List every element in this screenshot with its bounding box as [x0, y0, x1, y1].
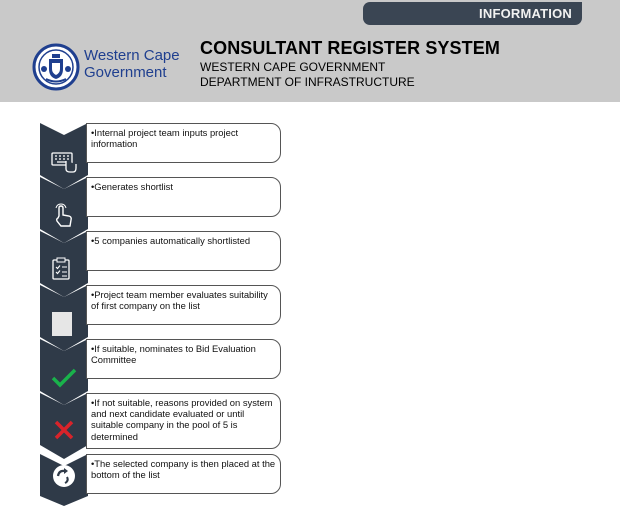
step-text: •If suitable, nominates to Bid Evaluation Committee — [91, 343, 256, 366]
step-text-box — [86, 123, 281, 163]
header-banner — [0, 0, 620, 102]
process-step — [40, 339, 285, 385]
process-step — [40, 123, 285, 169]
step-text: •Project team member evaluates suitability of first company on the list — [91, 289, 268, 312]
process-step — [40, 177, 285, 223]
process-step — [40, 454, 285, 500]
process-step — [40, 393, 285, 442]
step-text: •If not suitable, reasons provided on system and next candidate evaluated or until suitable company in the pool of 5 is determined — [91, 397, 273, 442]
red-x-icon — [53, 419, 75, 446]
step-text: •Generates shortlist — [91, 181, 173, 192]
logo-wordmark — [84, 47, 180, 81]
page-subtitle-department: DEPARTMENT OF INFRASTRUCTURE — [200, 75, 415, 89]
information-tab[interactable] — [363, 2, 582, 25]
step-text: •5 companies automatically shortlisted — [91, 235, 251, 246]
step-text: •The selected company is then placed at the bottom of the list — [91, 458, 276, 481]
step-text-box — [86, 285, 281, 325]
step-text-box — [86, 454, 281, 494]
step-text-box — [86, 231, 281, 271]
step-text-box — [86, 177, 281, 217]
government-logo — [32, 43, 192, 91]
coat-of-arms-icon — [32, 43, 80, 91]
step-text-box — [86, 393, 281, 449]
document-icon — [50, 311, 74, 342]
information-tab-label: INFORMATION — [479, 6, 572, 21]
keyboard-hand-icon — [50, 149, 78, 178]
process-step — [40, 285, 285, 331]
tap-hand-icon — [50, 203, 76, 234]
checklist-icon — [50, 257, 72, 286]
green-check-icon — [50, 367, 78, 394]
logo-text-line2: Government — [84, 64, 167, 81]
curved-arrow-icon — [52, 464, 76, 493]
page-title: CONSULTANT REGISTER SYSTEM — [200, 38, 500, 58]
step-text-box — [86, 339, 281, 379]
page-subtitle-government: WESTERN CAPE GOVERNMENT — [200, 60, 386, 74]
process-step — [40, 231, 285, 277]
logo-text-line1: Western Cape — [84, 47, 180, 64]
step-text: •Internal project team inputs project information — [91, 127, 239, 150]
